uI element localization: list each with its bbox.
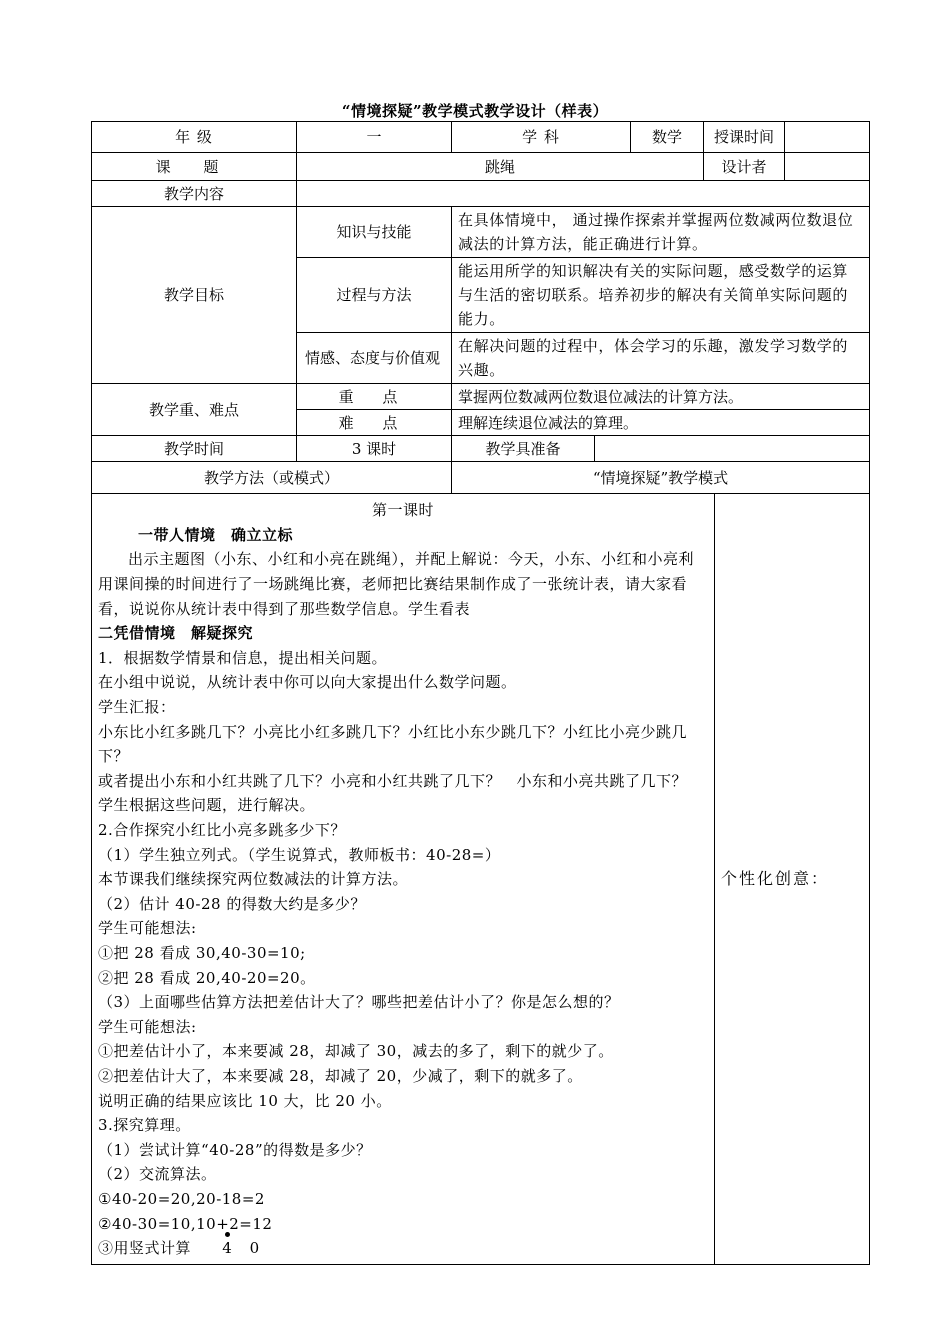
paragraph: 学生可能想法: [98, 919, 197, 938]
lesson-plan-table [91, 121, 870, 1265]
personal-creativity-cell [715, 494, 870, 1265]
content-row [92, 181, 870, 207]
topic-label: 课 题 [92, 153, 297, 181]
topic-value: 跳绳 [297, 153, 704, 181]
goal-name: 过程与方法 [297, 258, 452, 333]
paragraph: 学生汇报： [98, 698, 176, 717]
goal-text: 在具体情境中， 通过操作探索并掌握两位数减两位数退位减法的计算方法，能正确进行计算。 [452, 207, 870, 258]
goal-row-knowledge [92, 207, 870, 258]
paragraph: 说明正确的结果应该比 10 大，比 20 小。 [98, 1091, 392, 1110]
vertical-calc-label: ③用竖式计算 [98, 1239, 192, 1258]
goal-name: 情感、态度与价值观 [297, 333, 452, 384]
paragraph: （1）尝试计算“40-28”的得数是多少？ [98, 1140, 372, 1159]
grade-label: 年 级 [92, 122, 297, 153]
paragraph: （2）交流算法。 [98, 1165, 217, 1184]
ones-digit: 0 [249, 1239, 260, 1258]
class-time-label: 授课时间 [704, 122, 785, 153]
method-row [92, 462, 870, 494]
topic-row [92, 153, 870, 181]
document-title: “情境探疑”教学模式教学设计（样表） [341, 102, 609, 120]
paragraph: 1．根据数学情景和信息，提出相关问题。 [98, 648, 388, 667]
content-label: 教学内容 [92, 181, 297, 207]
focus-row [92, 384, 870, 410]
personal-creativity-label: 个性化创意： [721, 869, 830, 888]
paragraph: ②40-30=10,10+2=12 [98, 1214, 273, 1233]
grade-row [92, 122, 870, 153]
borrow-digit: 4 [222, 1236, 232, 1261]
paragraph: ①把 28 看成 30,40-30=10; [98, 943, 306, 962]
section-heading: 一带人情境 确立立标 [138, 525, 294, 544]
paragraph: （3）上面哪些估算方法把差估计大了？哪些把差估计小了？你是怎么想的？ [98, 993, 620, 1012]
teaching-time-value: 3 课时 [297, 436, 452, 462]
prep-label: 教学具准备 [452, 436, 595, 462]
paragraph: 小东比小红多跳几下？小亮比小红多跳几下？小红比小东少跳几下？小红比小亮少跳几下？ [98, 722, 688, 766]
goals-label: 教学目标 [92, 207, 297, 384]
paragraph: ①把差估计小了，本来要减 28，却减了 30，减去的多了，剩下的就少了。 [98, 1042, 614, 1061]
section-heading: 二凭借情境 解疑探究 [98, 624, 254, 643]
paragraph: ①40-20=20,20-18=2 [98, 1189, 265, 1208]
goal-text: 在解决问题的过程中，体会学习的乐趣，激发学习数学的兴趣。 [452, 333, 870, 384]
paragraph: ②把差估计大了，本来要减 28，却减了 20，少减了，剩下的就多了。 [98, 1066, 583, 1085]
grade-value: 一 [297, 122, 452, 153]
paragraph: 本节课我们继续探究两位数减法的计算方法。 [98, 870, 409, 889]
designer-value [785, 153, 870, 181]
focus-label: 重 点 [297, 384, 452, 410]
paragraph: ②把 28 看成 20,40-20=20。 [98, 968, 316, 987]
teaching-time-label: 教学时间 [92, 436, 297, 462]
time-row [92, 436, 870, 462]
class-time-value [785, 122, 870, 153]
subject-value: 数学 [631, 122, 704, 153]
paragraph: 2.合作探究小红比小亮多跳多少下？ [98, 821, 346, 840]
paragraph: 学生可能想法: [98, 1017, 197, 1036]
designer-label: 设计者 [704, 153, 785, 181]
paragraph: 3.探究算理。 [98, 1116, 191, 1135]
paragraph: 在小组中说说，从统计表中你可以向大家提出什么数学问题。 [98, 673, 517, 692]
content-value [297, 181, 870, 207]
paragraph: 或者提出小东和小红共跳了几下？小亮和小红共跳了几下？ 小东和小亮共跳了几下？ [98, 771, 688, 790]
paragraph: （2）估计 40-28 的得数大约是多少？ [98, 894, 366, 913]
goal-name: 知识与技能 [297, 207, 452, 258]
lesson-heading: 第一课时 [372, 501, 435, 520]
subject-label: 学 科 [452, 122, 631, 153]
focus-text: 掌握两位数减两位数退位减法的计算方法。 [452, 384, 870, 410]
goal-text: 能运用所学的知识解决有关的实际问题，感受数学的运算与生活的密切联系。培养初步的解决有关简单实际问题的能力。 [452, 258, 870, 333]
keypoints-label: 教学重、难点 [92, 384, 297, 436]
lesson-row [92, 494, 870, 1265]
paragraph: 学生根据这些问题，进行解决。 [98, 796, 316, 815]
paragraph: 出示主题图（小东、小红和小亮在跳绳），并配上解说：今天，小东、小红和小亮利用课间操的时间进行了一场跳绳比赛，老师把比赛结果制作成了一张统计表，请大家看看，说说你从统计表中得到了那些数学信息。学生看表 [98, 550, 695, 618]
difficulty-text: 理解连续退位减法的算理。 [452, 410, 870, 436]
lesson-body [92, 494, 715, 1265]
difficulty-label: 难 点 [297, 410, 452, 436]
paragraph: （1）学生独立列式。（学生说算式，教师板书：40-28=） [98, 845, 501, 864]
method-value: “情境探疑”教学模式 [452, 462, 870, 494]
paragraph-vertical-calc [98, 1236, 708, 1261]
prep-value [595, 436, 870, 462]
method-label: 教学方法（或模式） [92, 462, 452, 494]
